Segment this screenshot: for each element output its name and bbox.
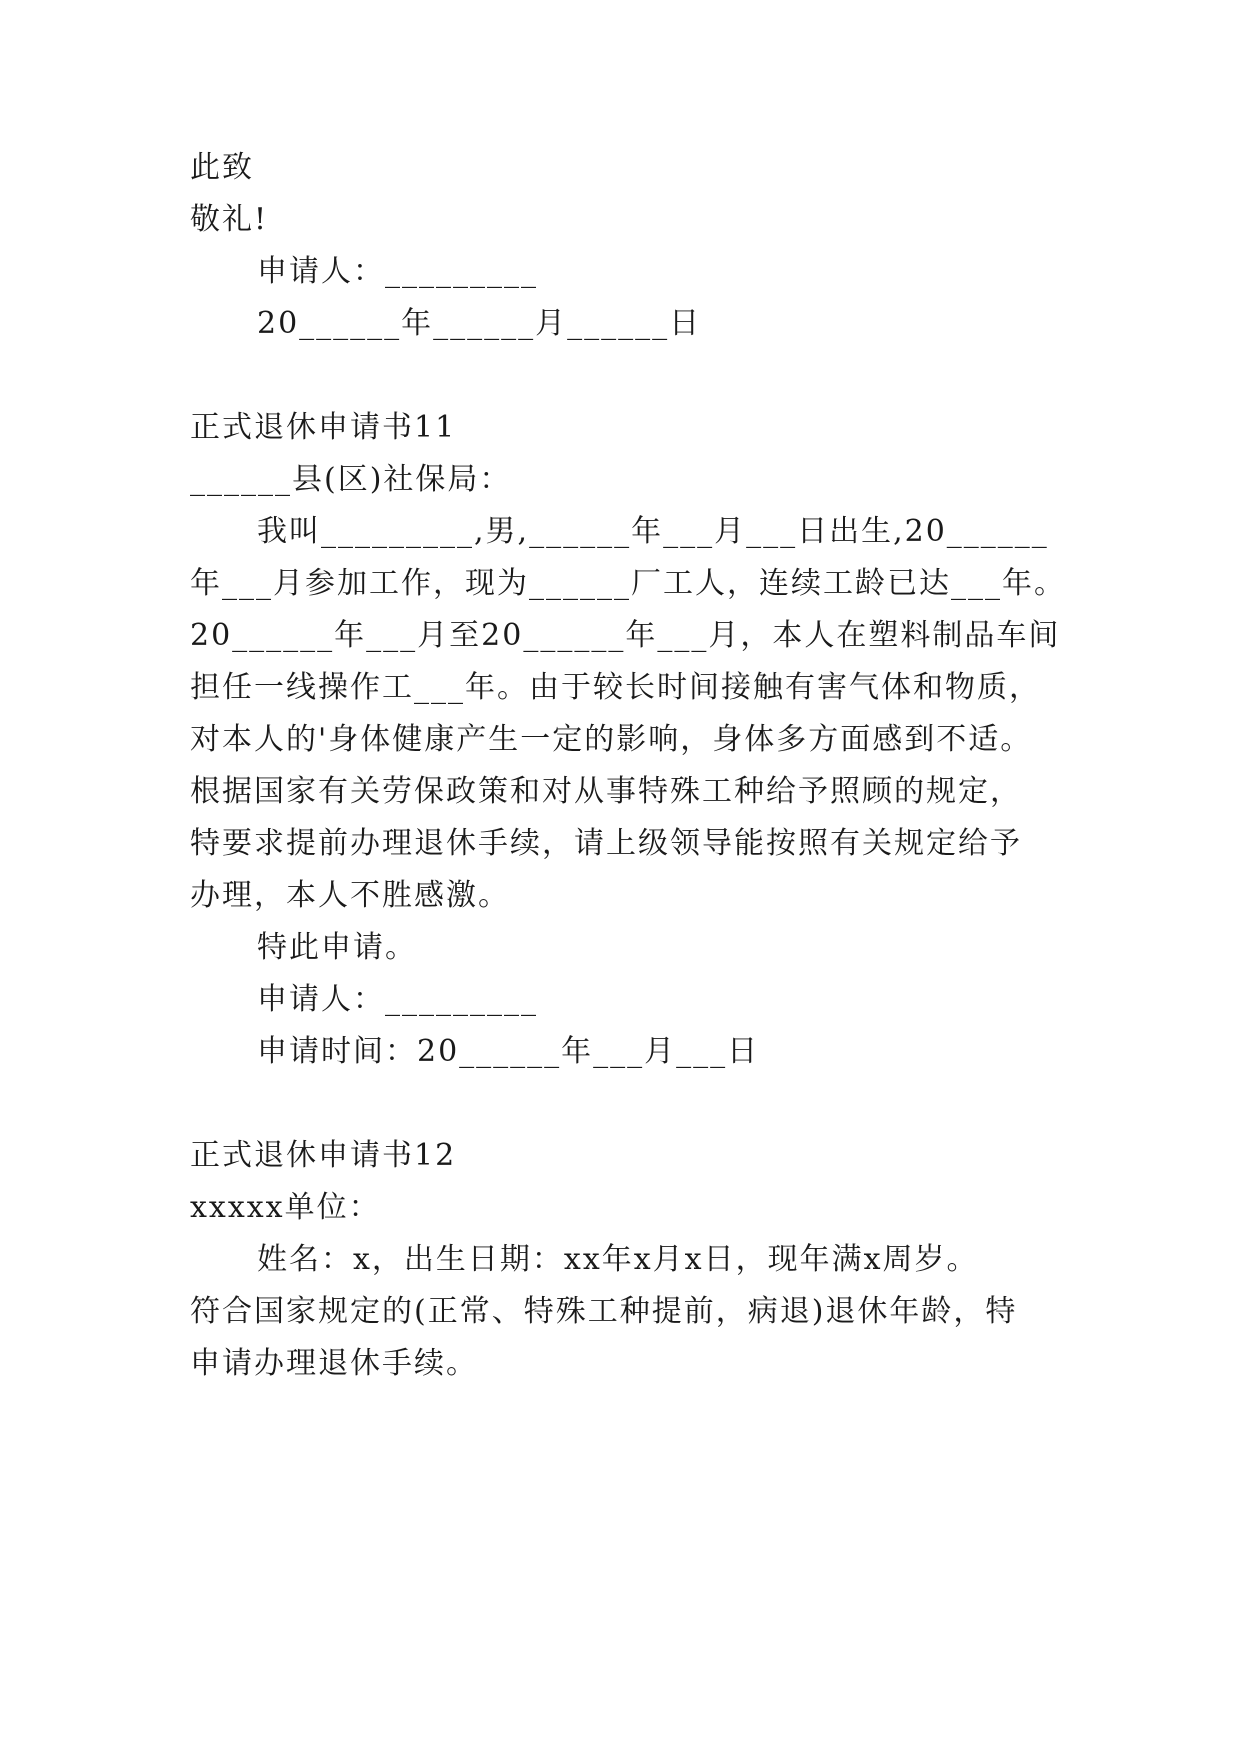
closing-applicant: 申请人：_________: [257, 254, 538, 289]
letter11-apply-time: 申请时间：20______年___月___日: [257, 1034, 760, 1069]
letter12-addressee: xxxxx单位：: [190, 1190, 381, 1225]
letter11-body-line: 担任一线操作工___年。由于较长时间接触有害气体和物质，: [190, 670, 1041, 705]
closing-jing-li: 敬礼!: [190, 202, 269, 237]
letter12-body-line: 姓名：x，出生日期：xx年x月x日，现年满x周岁。: [257, 1242, 979, 1277]
letter11-body-line: 我叫_________,男,______年___月___日出生,20______: [257, 514, 1049, 549]
letter11-body-line: 特要求提前办理退休手续，请上级领导能按照有关规定给予: [190, 826, 1022, 861]
closing-ci-zhi: 此致: [190, 150, 254, 185]
letter12-body-line: 符合国家规定的(正常、特殊工种提前，病退)退休年龄，特: [190, 1294, 1018, 1329]
letter12-body-line: 申请办理退休手续。: [190, 1346, 478, 1381]
letter11-body-line: 20______年___月至20______年___月，本人在塑料制品车间: [190, 618, 1061, 653]
letter11-body-line: 根据国家有关劳保政策和对从事特殊工种给予照顾的规定，: [190, 774, 1022, 809]
letter11-applicant: 申请人：_________: [257, 982, 538, 1017]
closing-date: 20______年______月______日: [257, 306, 702, 341]
letter12-title: 正式退休申请书12: [190, 1138, 457, 1173]
letter11-addressee: ______县(区)社保局：: [190, 462, 512, 497]
letter11-body-line: 办理，本人不胜感激。: [190, 878, 510, 913]
letter11-te-ci: 特此申请。: [257, 930, 417, 965]
letter11-title: 正式退休申请书11: [190, 410, 457, 445]
letter11-body-line: 对本人的'身体健康产生一定的影响，身体多方面感到不适。: [190, 722, 1033, 757]
letter11-body-line: 年___月参加工作，现为______厂工人，连续工龄已达___年。: [190, 566, 1066, 601]
